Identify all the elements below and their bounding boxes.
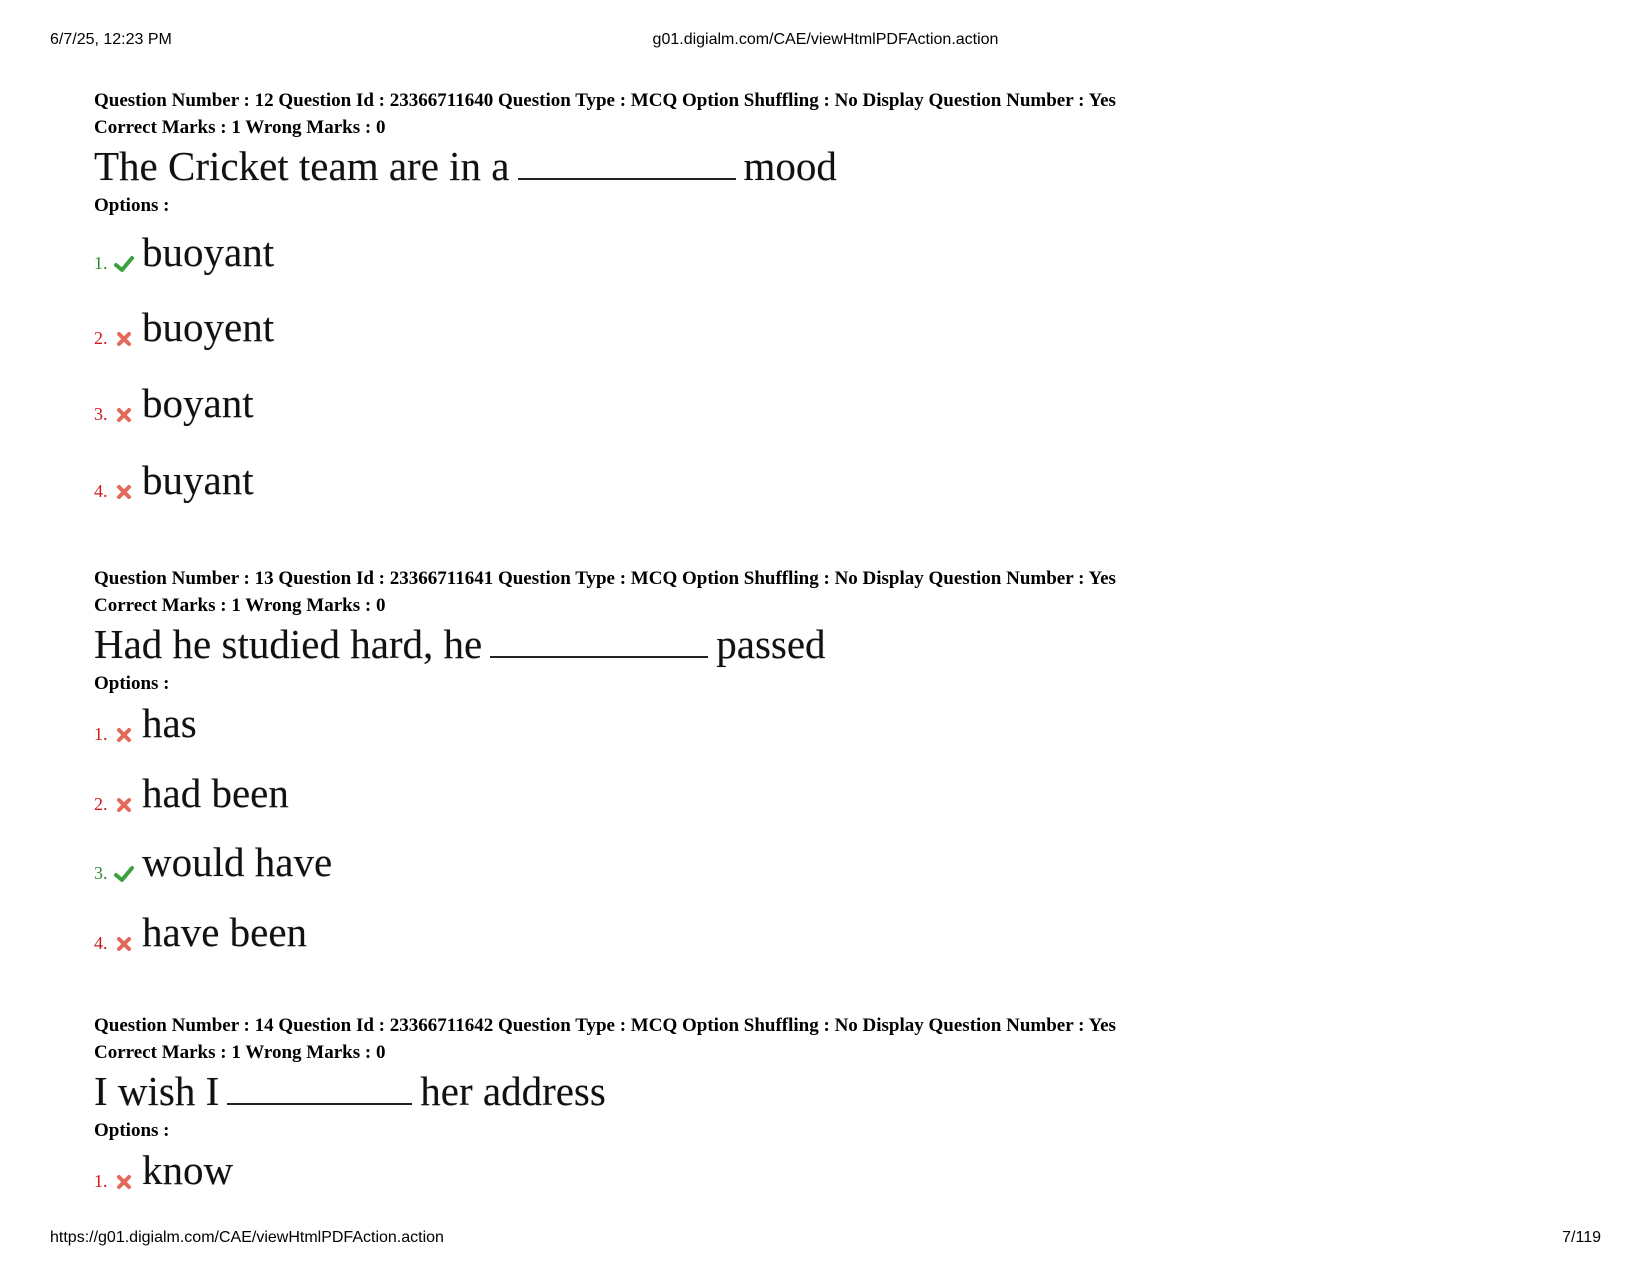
- cross-icon: [114, 482, 134, 502]
- option-number: 3.: [94, 863, 108, 883]
- question-meta: Question Number : 12 Question Id : 23366711640 Question Type : MCQ Option Shuffling : No Display Question Number : Yes: [94, 90, 1116, 111]
- cross-icon: [114, 405, 134, 425]
- cross-icon: [114, 1172, 134, 1192]
- question-meta: Question Number : 13 Question Id : 23366711641 Question Type : MCQ Option Shuffling : No Display Question Number : Yes: [94, 568, 1116, 589]
- question-text-before: The Cricket team are in a: [94, 143, 510, 189]
- print-datetime: 6/7/25, 12:23 PM: [50, 31, 172, 48]
- question-text-after: mood: [743, 143, 837, 189]
- cross-icon: [114, 795, 134, 815]
- print-header: [50, 31, 1601, 53]
- question-block: [94, 87, 1274, 503]
- check-icon: [114, 254, 134, 274]
- question-text: [94, 1066, 1274, 1116]
- option-text: buoyant: [142, 229, 275, 275]
- options-label: Options :: [94, 673, 170, 694]
- option-number: 4.: [94, 933, 108, 953]
- question-block: [94, 565, 1274, 955]
- option-number: 4.: [94, 481, 108, 501]
- option-number: 1.: [94, 1171, 108, 1191]
- option-number: 2.: [94, 794, 108, 814]
- question-text: [94, 141, 1274, 191]
- print-header-url: g01.digialm.com/CAE/viewHtmlPDFAction.action: [652, 31, 999, 48]
- options-label: Options :: [94, 1120, 170, 1141]
- option-text: know: [142, 1147, 234, 1193]
- option-number: 1.: [94, 724, 108, 744]
- answer-blank: [490, 624, 708, 658]
- question-text-before: Had he studied hard, he: [94, 621, 483, 667]
- cross-icon: [114, 725, 134, 745]
- answer-blank: [518, 146, 736, 180]
- cross-icon: [114, 934, 134, 954]
- option-text: would have: [142, 839, 333, 885]
- print-footer-url: https://g01.digialm.com/CAE/viewHtmlPDFAction.action: [50, 1229, 444, 1246]
- option-text: boyant: [142, 380, 254, 426]
- option-number: 2.: [94, 328, 108, 348]
- question-marks: Correct Marks : 1 Wrong Marks : 0: [94, 117, 386, 138]
- option-number: 3.: [94, 404, 108, 424]
- question-meta: Question Number : 14 Question Id : 23366711642 Question Type : MCQ Option Shuffling : No Display Question Number : Yes: [94, 1015, 1116, 1036]
- cross-icon: [114, 329, 134, 349]
- question-text-after: her address: [420, 1068, 606, 1114]
- question-marks: Correct Marks : 1 Wrong Marks : 0: [94, 1042, 386, 1063]
- question-text-after: passed: [716, 621, 826, 667]
- option-text: had been: [142, 770, 289, 816]
- question-block: [94, 1012, 1274, 1193]
- option-text: buoyent: [142, 304, 275, 350]
- option-text: have been: [142, 909, 308, 955]
- question-text: [94, 619, 1274, 669]
- option-number: 1.: [94, 253, 108, 273]
- option-text: buyant: [142, 457, 254, 503]
- answer-blank: [227, 1071, 412, 1105]
- option-text: has: [142, 700, 197, 746]
- check-icon: [114, 864, 134, 884]
- question-marks: Correct Marks : 1 Wrong Marks : 0: [94, 595, 386, 616]
- question-text-before: I wish I: [94, 1068, 220, 1114]
- options-label: Options :: [94, 195, 170, 216]
- page-counter: 7/119: [1562, 1229, 1601, 1246]
- print-footer: [50, 1229, 1601, 1251]
